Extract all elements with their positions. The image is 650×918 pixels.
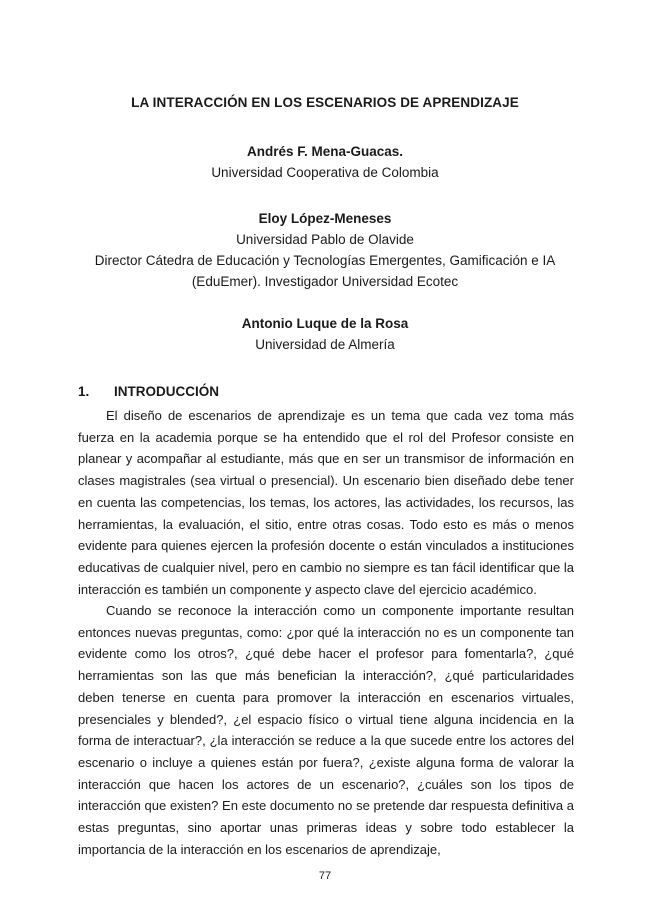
body-paragraph-1-wrapper (78, 405, 574, 600)
section-title: INTRODUCCIÓN (114, 384, 219, 399)
author-affiliation: (EduEmer). Investigador Universidad Ecotec (191, 274, 459, 289)
document-title: LA INTERACCIÓN EN LOS ESCENARIOS DE APRENDIZAJE (131, 95, 519, 110)
author-block-1 (0, 141, 650, 183)
page-number: 77 (318, 870, 332, 882)
author-affiliation: Universidad Cooperativa de Colombia (211, 165, 439, 180)
author-affiliation: Director Cátedra de Educación y Tecnologías Emergentes, Gamificación e IA (94, 253, 556, 268)
author-name: Antonio Luque de la Rosa (241, 316, 409, 331)
body-paragraph-2-wrapper (78, 600, 574, 860)
author-name: Andrés F. Mena-Guacas. (246, 144, 404, 159)
body-paragraph: El diseño de escenarios de aprendizaje es un tema que cada vez toma más fuerza en la academia porque se ha entendido que el rol del Profesor consiste en planear y acompañar al estudiante, más que en ser un transmisor de información en clases magistrales (sea virtual o presencial). Un escenario bien diseñado debe tener en cuenta las competencias, los temas, los actores, las actividades, los recursos, las herramientas, la evaluación, el sitio, entre otras cosas. Todo esto es más o menos evidente para quienes ejercen la profesión docente o están vinculados a instituciones educativas de cualquier nivel, pero en cambio no siempre es tan fácil identificar que la interacción es también un componente y aspecto clave del ejercicio académico. (78, 408, 574, 597)
section-number: 1. (78, 384, 90, 399)
author-block-3 (0, 313, 650, 355)
author-affiliation: Universidad de Almería (255, 337, 395, 352)
author-affiliation: Universidad Pablo de Olavide (236, 232, 414, 247)
author-name: Eloy López-Meneses (258, 211, 392, 226)
section-heading (78, 384, 219, 399)
author-block-2 (0, 208, 650, 292)
body-paragraph: Cuando se reconoce la interacción como un componente importante resultan entonces nuevas preguntas, como: ¿por qué la interacción no es un componente tan evidente como los otros?, ¿qué debe hacer el profesor para fomentarla?, ¿qué herramientas son las que más benefician la interacción?, ¿qué particularidades deben tenerse en cuenta para promover la interacción en escenarios virtuales, presenciales y blended?, ¿el espacio físico o virtual tiene alguna incidencia en la forma de interactuar?, ¿la interacción se reduce a la que sucede entre los actores del escenario o incluye a quienes están por fuera?, ¿existe alguna forma de valorar la interacción que hacen los actores de un escenario?, ¿cuáles son los tipos de interacción que existen? En este documento no se pretende dar respuesta definitiva a estas preguntas, sino aportar unas primeras ideas y sobre todo establecer la importancia de la interacción en los escenarios de aprendizaje, (78, 603, 574, 857)
